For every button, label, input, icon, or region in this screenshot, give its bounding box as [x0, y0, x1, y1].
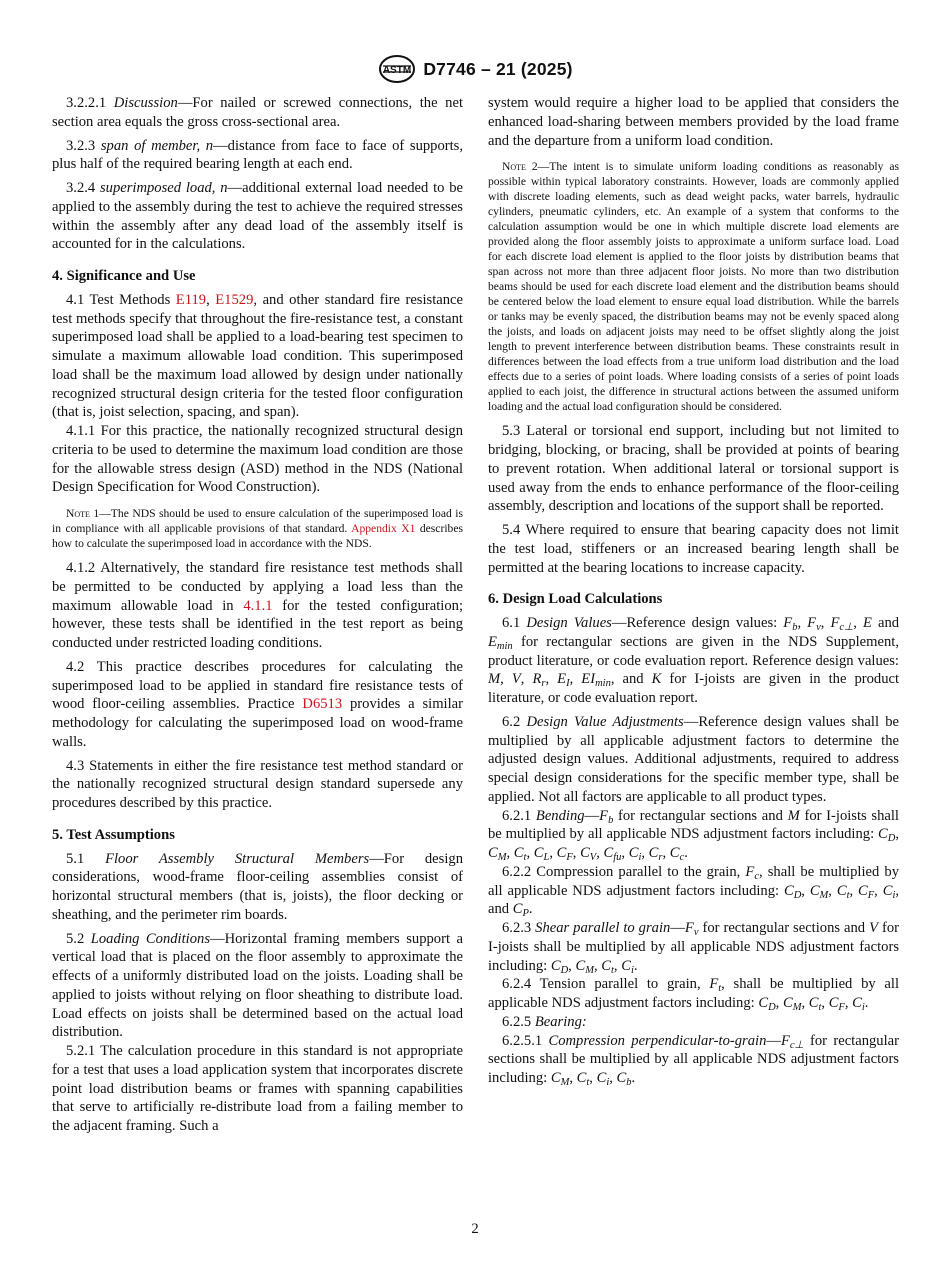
- subscript: min: [595, 678, 611, 690]
- text-run: ,: [569, 671, 582, 688]
- text-run: —For design considerations, wood-frame floor-ceiling assemblies consist of horizontal structural members (that is, joists), the floor decking or sheathing, and the perimeter rim boards.: [52, 850, 463, 923]
- variable: F: [783, 615, 793, 631]
- variable: EI: [581, 671, 596, 688]
- text-run: ,: [853, 615, 863, 631]
- variable: C: [576, 1070, 587, 1086]
- text-run: .: [684, 845, 688, 861]
- text-run: 4.1 Test Methods: [66, 291, 176, 308]
- variable: F: [599, 807, 609, 824]
- text-run: 6.1: [502, 615, 527, 631]
- paragraph: [52, 137, 463, 175]
- section-heading: 4. Significance and Use: [52, 268, 196, 284]
- right-column: [488, 94, 899, 1088]
- subscript: r: [658, 851, 663, 863]
- cross-reference-link[interactable]: E1529: [215, 291, 254, 308]
- variable: C: [533, 845, 544, 861]
- paragraph: [488, 614, 899, 708]
- italic-run: Compression perpendicular-to-grain: [548, 1032, 767, 1049]
- subscript: D: [560, 964, 569, 976]
- subscript: I: [566, 678, 570, 690]
- subscript: i: [630, 964, 634, 976]
- text-run: ,: [801, 995, 809, 1011]
- text-run: ,: [572, 845, 581, 861]
- text-run: 6.2.5: [502, 1013, 535, 1030]
- variable: C: [809, 882, 820, 899]
- subscript: i: [638, 851, 642, 863]
- document-id: D7746 – 21 (2025): [423, 58, 573, 79]
- text-run: 3.2.3: [66, 137, 101, 154]
- variable: E: [862, 615, 872, 631]
- text-run: —For nailed or screwed connections, the net section area equals the gross cross-sectional area.: [52, 95, 464, 130]
- paragraph: [52, 559, 463, 653]
- text-run: ,: [500, 671, 512, 688]
- italic-run: Discussion: [113, 95, 178, 111]
- subscript: F: [566, 851, 573, 863]
- text-run: , and other standard fire resistance test methods specify that throughout the fire-resistance test, a constant superimposed load shall be applied to a load-bearing test specimen to simulate a maximum allowable load condition. This superimposed load shall be the maximum load allowed by design under nationally recognized structural design criteria for the tested floor configuration (that is, joist selection, spacing, and span).: [52, 291, 464, 421]
- variable: C: [512, 901, 523, 918]
- subscript: b: [608, 814, 614, 826]
- variable: K: [651, 671, 662, 688]
- text-run: ,: [545, 671, 558, 688]
- text-run: 6.2.4 Tension parallel to grain,: [502, 976, 710, 993]
- text-run: 3.2.4: [66, 180, 100, 196]
- subscript: i: [606, 1076, 610, 1088]
- text-run: ,: [874, 882, 883, 899]
- subscript: v: [816, 621, 821, 633]
- paragraph: [488, 1032, 899, 1088]
- text-run: —distance from face to face of supports, plus half of the required bearing length at each end.: [52, 137, 463, 173]
- variable: C: [596, 1070, 607, 1086]
- text-run: ,: [520, 671, 533, 688]
- text-run: —: [766, 1032, 781, 1049]
- note: [488, 159, 899, 414]
- italic-run: Loading Conditions: [90, 930, 210, 947]
- text-run: ,: [568, 957, 576, 974]
- variable: C: [858, 882, 868, 899]
- variable: C: [616, 1070, 627, 1086]
- variable: E: [557, 671, 567, 688]
- subscript: b: [626, 1076, 632, 1088]
- text-run: describes how to calculate the superimposed load in accordance with the NDS.: [52, 522, 463, 550]
- italic-run: Design Values: [526, 615, 612, 631]
- text-run: ,: [801, 882, 810, 899]
- paragraph: [488, 975, 899, 1013]
- text-run: ,: [844, 995, 853, 1011]
- subscript: b: [792, 621, 798, 633]
- text-run: for rectangular sections shall be multiplied by all applicable NDS adjustment factors including:: [488, 1032, 899, 1086]
- text-run: 4.3 Statements in either the fire resistance test method standard or the nationally recognized structural design standard supersede any procedures described by this practice.: [52, 757, 463, 811]
- cross-reference-link[interactable]: D6513: [302, 696, 343, 713]
- variable: C: [783, 882, 794, 899]
- subscript: t: [523, 851, 527, 863]
- subscript: t: [586, 1076, 590, 1088]
- text-run: 4.1.1 For this practice, the nationally recognized structural design criteria to be used to determine the maximum load condition are those for the allowable stress design (ASD) method in the NDS (National Design Specification for Wood Construction).: [52, 423, 463, 496]
- text-run: ,: [849, 882, 859, 899]
- subscript: t: [610, 964, 614, 976]
- variable: R: [532, 671, 542, 688]
- paragraph: [488, 1013, 899, 1032]
- subscript: M: [792, 1001, 802, 1013]
- paragraph: [52, 291, 463, 422]
- variable: C: [878, 826, 888, 843]
- text-run: 5.2.1 The calculation procedure in this standard is not appropriate for a test that uses a load application system that incorporates discrete point load distribution beams or frames with spanning capabilities that serve to artificially re-distribute load from a failing member to the adjacent framing. Such a: [52, 1043, 463, 1134]
- text-run: for rectangular sections and: [613, 807, 788, 824]
- cross-reference-link[interactable]: E119: [175, 291, 207, 308]
- text-run: , and: [610, 671, 652, 688]
- text-run: 6.2.5.1: [502, 1032, 549, 1049]
- text-run: .: [633, 957, 638, 974]
- text-run: , shall be multiplied by all applicable NDS adjustment factors including:: [488, 863, 899, 899]
- subscript: c: [754, 870, 759, 882]
- subscript: V: [589, 851, 597, 863]
- text-run: ,: [797, 615, 808, 631]
- variable: C: [550, 1070, 561, 1086]
- subscript: F: [867, 889, 875, 901]
- cross-reference-link[interactable]: 4.1.1: [243, 597, 273, 614]
- variable: C: [628, 845, 639, 861]
- text-run: —additional external load needed to be applied to the assembly during the test to achieve the required stresses within the assembly after any dead load of the assembly itself is accounted for in the calculations.: [52, 180, 463, 253]
- text-run: ,: [593, 957, 602, 974]
- text-run: ,: [820, 615, 831, 631]
- variable: C: [513, 845, 524, 861]
- text-run: 1—The NDS should be used to ensure calculation of the superimposed load is in compliance with all applicable provisions of that standard.: [52, 507, 463, 535]
- subscript: M: [497, 851, 507, 863]
- text-run: , shall be multiplied by all applicable NDS adjustment factors including:: [488, 976, 899, 1011]
- subscript: M: [585, 964, 594, 976]
- paragraph: [488, 713, 899, 807]
- variable: C: [575, 957, 586, 974]
- text-run: 5.1: [66, 850, 106, 867]
- text-run: —: [584, 807, 600, 824]
- text-run: ,: [821, 995, 829, 1011]
- italic-run: span of member, n: [100, 137, 214, 154]
- svg-text:ASTM: ASTM: [383, 65, 412, 76]
- text-run: and: [871, 615, 900, 631]
- paragraph: [52, 757, 463, 813]
- text-run: —Reference design values shall be multiplied by all applicable adjustment factors to determine the adjusted design values. Additional adjustments, required to address special design considerations for the specific member type, shall be applied. Not all factors are applicable to all product types.: [488, 713, 899, 805]
- variable: V: [511, 671, 521, 688]
- text-run: 6.2.2 Compression parallel to the grain,: [502, 863, 746, 880]
- variable: E: [488, 633, 497, 650]
- text-run: 3.2.2.1: [66, 95, 114, 111]
- text-run: ,: [828, 882, 837, 899]
- paragraph: [488, 521, 899, 577]
- text-run: 4.2 This practice describes procedures for calculating the superimposed load to be applied in standard fire resistance tests of wood floor-ceiling assemblies. Practice: [52, 658, 463, 713]
- variable: F: [709, 976, 719, 993]
- italic-run: superimposed load, n: [99, 180, 228, 196]
- text-run: —Reference design values:: [611, 615, 784, 631]
- variable: C: [550, 957, 561, 974]
- subscript: r: [541, 678, 546, 690]
- subscript: P: [522, 908, 529, 920]
- variable: M: [787, 807, 800, 824]
- variable: C: [782, 995, 793, 1011]
- text-run: ,: [569, 1070, 577, 1086]
- variable: C: [758, 995, 769, 1011]
- section-heading: 6. Design Load Calculations: [488, 591, 663, 608]
- text-run: ,: [775, 995, 783, 1011]
- paragraph: [52, 658, 463, 752]
- text-run: 5.4 Where required to ensure that bearing capacity does not limit the test load, stiffeners or an increased bearing length shall be permitted at the bearing locations to increase capacity.: [488, 522, 899, 576]
- variable: C: [669, 845, 680, 861]
- paragraph: [52, 179, 463, 254]
- text-run: for rectangular sections are given in the NDS Supplement, product literature, or code evaluation report. Reference design values:: [488, 633, 899, 669]
- variable: V: [869, 920, 878, 936]
- paragraph: [52, 930, 463, 1043]
- subscript: c: [679, 851, 685, 863]
- text-run: ,: [596, 845, 604, 861]
- variable: C: [648, 845, 659, 861]
- text-run: ,: [662, 845, 670, 861]
- paragraph: [488, 422, 899, 516]
- subscript: i: [861, 1001, 865, 1013]
- text-run: ,: [526, 845, 534, 861]
- subscript: F: [838, 1001, 845, 1013]
- subscript: c⊥: [789, 1039, 804, 1051]
- subscript: min: [496, 640, 513, 652]
- variable: F: [830, 615, 840, 631]
- text-run: 6.2: [502, 713, 527, 730]
- astm-logo-icon: [377, 54, 417, 84]
- variable: F: [807, 615, 817, 631]
- text-run: , and: [488, 882, 900, 918]
- text-run: ,: [895, 826, 899, 843]
- text-run: 2—The intent is to simulate uniform loading conditions as reasonably as possible within typical laboratory constraints. However, loads are commonly applied with discrete loading elements, such as dead weight packs, water barrels, hydraulic cylinders, pneumatic cylinders, etc. An example of a system that conforms to the calculation assumption would be one in which multiple discrete load elements are provided along the floor assembly joists to approximate a uniform surface load. Load for each discrete load element is applied to the floor joists by distribution beams that span across not more than three adjacent floor joists. No more than two distribution beams should be used for each discrete load element and the distribution beams should be centered below the load element to ensure equal load distribution. While the barrels or tanks may be evenly spaced, the distribution beams may not be evenly spaced along the joists, and loads on adjacent joists may need to be offset slightly along the joist length to prevent interference between distribution beams. These constraints result in differences between the load effects from a true uniform load distribution and the load effects due to a series of point loads. Where loading consists of a series of point loads applied to each joist, the difference in structural actions between the assumed uniform loading and the actual load configuration should be considered.: [488, 160, 899, 414]
- page-number: 2: [471, 1221, 479, 1237]
- variable: C: [882, 882, 893, 899]
- text-run: 4.1.2 Alternatively, the standard fire resistance test methods shall be permitted to be conducted by applying a load less than the maximum allowable load in: [52, 560, 463, 614]
- variable: C: [836, 882, 847, 899]
- left-column: [52, 94, 463, 1141]
- text-run: for I-joists are given in the product literature, or code evaluation report.: [488, 671, 900, 706]
- variable: C: [601, 957, 611, 974]
- paragraph: [488, 919, 899, 975]
- text-run: ,: [641, 845, 649, 861]
- note-label: Note: [66, 507, 90, 520]
- paragraph: [488, 863, 899, 919]
- variable: C: [488, 845, 498, 861]
- subscript: fu: [613, 851, 622, 863]
- text-run: for I-joists shall be multiplied by all applicable NDS adjustment factors including:: [488, 920, 899, 974]
- subscript: D: [887, 833, 896, 845]
- text-run: 6.2.1: [502, 807, 536, 824]
- cross-reference-link[interactable]: Appendix X1: [351, 522, 416, 535]
- subscript: t: [718, 983, 722, 995]
- subscript: M: [560, 1076, 570, 1088]
- text-run: ,: [621, 845, 629, 861]
- page-header: [0, 54, 950, 89]
- text-run: .: [864, 995, 869, 1011]
- italic-run: Shear parallel to grain: [535, 920, 671, 936]
- subscript: c⊥: [839, 621, 854, 633]
- variable: C: [808, 995, 819, 1011]
- note: [52, 506, 463, 551]
- subscript: t: [818, 1001, 822, 1013]
- text-run: ,: [589, 1070, 597, 1086]
- paragraph: [52, 1042, 463, 1136]
- text-run: ,: [609, 1070, 617, 1086]
- variable: C: [603, 845, 614, 861]
- subscript: L: [543, 851, 550, 863]
- text-run: —Horizontal framing members support a vertical load that is placed on the floor assembly to approximate the effects of a uniformly distributed load on the joists. Loading shall be applied to joists without relying on floor sheathing to distribute load. Load effects on joists shall be determined based on the actual load distribution.: [52, 930, 464, 1041]
- paragraph: [52, 850, 463, 925]
- text-run: ,: [506, 845, 514, 861]
- paragraph: [52, 422, 463, 497]
- subscript: i: [892, 889, 896, 901]
- subscript: t: [846, 889, 850, 901]
- paragraph: [52, 94, 463, 132]
- italic-run: Bearing:: [534, 1013, 587, 1030]
- variable: C: [828, 995, 839, 1011]
- subscript: M: [819, 889, 829, 901]
- text-run: 6.2.3: [502, 920, 536, 936]
- text-run: for rectangular sections and: [698, 920, 870, 936]
- variable: M: [488, 671, 501, 688]
- variable: C: [556, 845, 567, 861]
- italic-run: Floor Assembly Structural Members: [105, 850, 370, 867]
- variable: C: [621, 957, 631, 974]
- text-run: 5.2: [66, 930, 91, 947]
- text-run: —: [670, 920, 685, 936]
- text-run: .: [528, 901, 533, 918]
- text-run: ,: [613, 957, 622, 974]
- note-label: Note: [502, 160, 526, 174]
- text-run: 5.3 Lateral or torsional end support, including but not limited to bridging, blocking, or bracing, shall be provided at points of bearing to prevent rotation. When additional lateral or torsional support is used away from the ends to enhance performance of the floor-ceiling assembly, description and locations of the support shall be reported.: [488, 423, 899, 515]
- subscript: D: [793, 889, 802, 901]
- text-run: for the tested configuration; however, these tests shall be identified in the test report as being conducted under restricted loading conditions.: [52, 597, 464, 651]
- variable: C: [852, 995, 862, 1011]
- text-run: ,: [549, 845, 557, 861]
- italic-run: Design Value Adjustments: [526, 713, 684, 730]
- section-heading: 5. Test Assumptions: [52, 826, 175, 843]
- variable: F: [745, 863, 755, 880]
- text-run: for I-joists shall be multiplied by all applicable NDS adjustment factors including:: [488, 807, 899, 843]
- variable: C: [580, 845, 590, 861]
- variable: F: [684, 920, 694, 936]
- subscript: D: [768, 1001, 776, 1013]
- paragraph: [488, 94, 899, 150]
- text-run: system would require a higher load to be applied that considers the enhanced load-sharing between members provided by the load frame and the departure from a uniform load condition.: [488, 95, 899, 149]
- paragraph: [488, 807, 899, 863]
- italic-run: Bending: [535, 807, 585, 824]
- text-run: provides a similar methodology for calculating the superimposed load on wood-frame walls.: [52, 696, 463, 750]
- text-run: ,: [206, 291, 216, 308]
- variable: F: [780, 1032, 790, 1049]
- text-run: .: [631, 1070, 636, 1086]
- subscript: v: [693, 926, 699, 938]
